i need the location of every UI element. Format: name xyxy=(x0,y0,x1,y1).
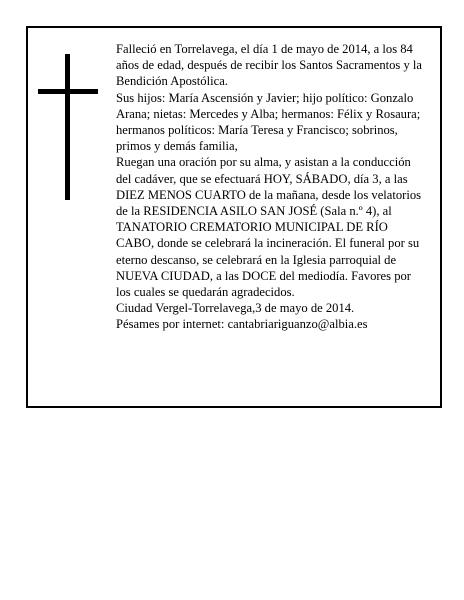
obituary-notice xyxy=(26,26,442,408)
place-date: Ciudad Vergel-Torrelavega,3 de mayo de 2014. xyxy=(116,301,355,316)
death-announcement: Falleció en Torrelavega, el día 1 de mayo de 2014, a los 84 años de edad, después de recibir los Santos Sacramentos y la Bendición Apostólica. xyxy=(116,42,423,89)
cross-vertical-bar xyxy=(65,54,70,200)
notice-text xyxy=(116,41,426,333)
cross-horizontal-bar xyxy=(38,89,98,94)
condolences-contact: Pésames por internet: cantabriariguanzo@albia.es xyxy=(116,317,368,332)
latin-cross-icon xyxy=(38,54,98,200)
funeral-details: Ruegan una oración por su alma, y asistan a la conducción del cadáver, que se efectuará HOY, SÁBADO, día 3, a las DIEZ MENOS CUARTO de la mañana, desde los velatorios de la RESIDENCIA ASILO SAN JOSÉ (Sala n.º 4), al TANATORIO CREMATORIO MUNICIPAL DE RÍO CABO, donde se celebrará la incineración. El funeral por su eterno descanso, se celebrará en la Iglesia parroquial de NUEVA CIUDAD, a las DOCE del mediodía. Favores por los cuales se quedarán agradecidos. xyxy=(116,155,422,300)
family-list: Sus hijos: María Ascensión y Javier; hijo político: Gonzalo Arana; nietas: Mercedes y Alba; hermanos: Félix y Rosaura; hermanos políticos: María Teresa y Francisco; sobrinos, primos y demás familia, xyxy=(116,90,421,154)
